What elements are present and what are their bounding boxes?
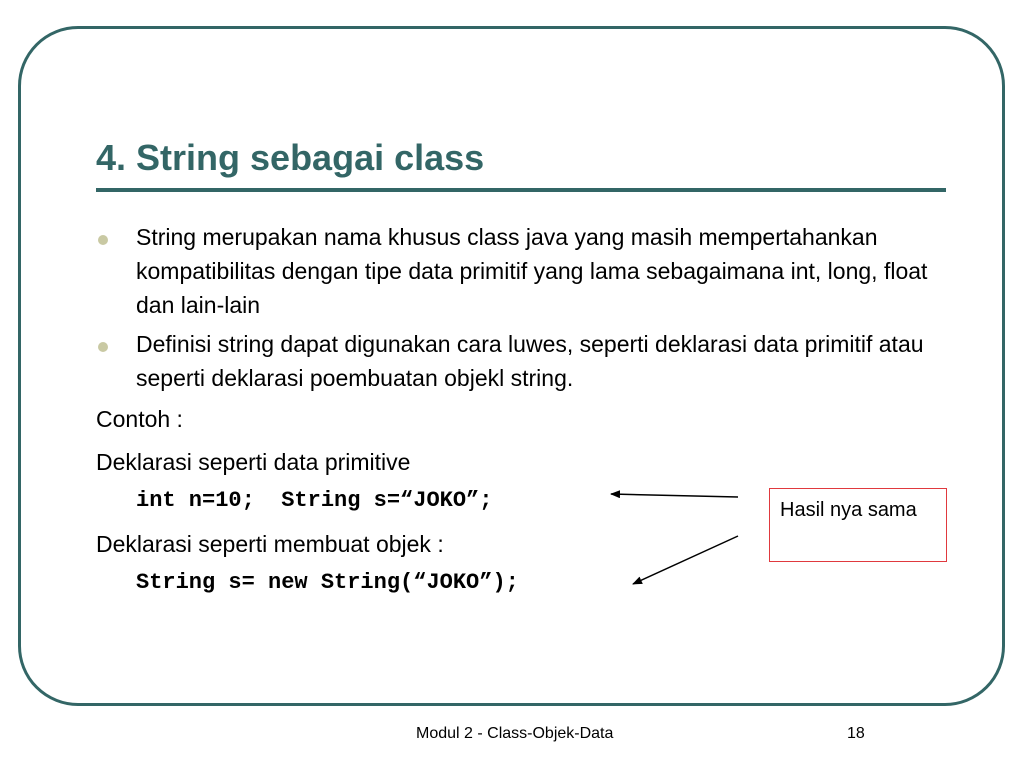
primitive-code-line: int n=10; String s=“JOKO”; [136, 488, 493, 513]
example-label: Contoh : [96, 406, 183, 432]
bullet-text-1: String merupakan nama khusus class java yang masih mempertahankan kompatibilitas dengan tipe data primitif yang lama sebagaimana int, long, float dan lain-lain [136, 224, 928, 318]
object-declaration-label: Deklarasi seperti membuat objek : [96, 531, 444, 557]
footer-page-number: 18 [847, 725, 865, 742]
primitive-declaration-label: Deklarasi seperti data primitive [96, 449, 411, 475]
result-callout: Hasil nya sama [769, 488, 947, 562]
bullet-text-2: Definisi string dapat digunakan cara luwes, seperti deklarasi data primitif atau seperti deklarasi poembuatan objekl string. [136, 331, 924, 391]
bullet-dot-2 [98, 342, 108, 352]
title-underline [96, 188, 946, 192]
object-code-line: String s= new String(“JOKO”); [136, 570, 519, 595]
bullet-dot-1 [98, 235, 108, 245]
footer-module-title: Modul 2 - Class-Objek-Data [416, 725, 614, 742]
slide-title: 4. String sebagai class [96, 137, 485, 178]
